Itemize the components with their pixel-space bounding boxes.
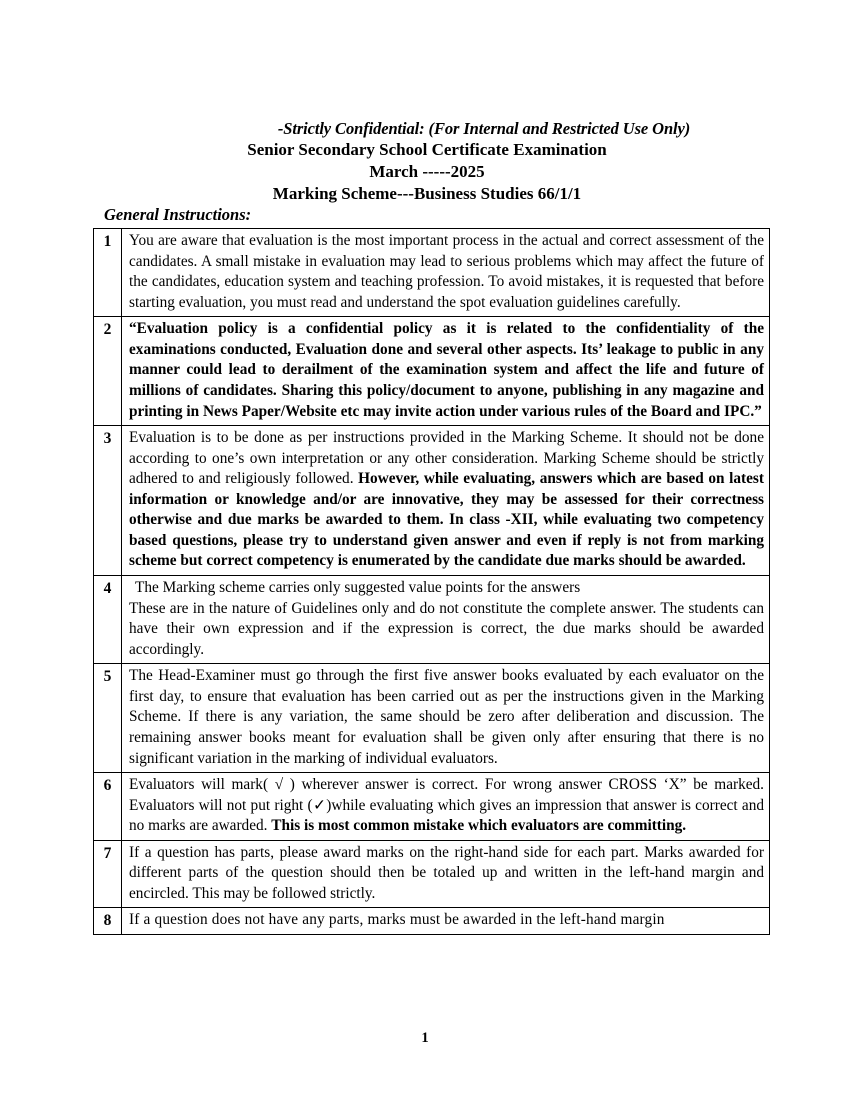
instruction-paragraph [129,231,764,313]
table-row [94,229,770,317]
general-instructions-label: General Instructions: [104,205,252,224]
instructions-table-body [94,229,770,935]
instruction-paragraph [129,319,764,422]
confidential-notice: -Strictly Confidential: (For Internal and Restricted Use Only) [277,119,691,138]
table-row [94,576,770,664]
instruction-text [122,229,770,317]
bold-text-run: This is most common mistake which evaluators are committing. [271,817,687,835]
instruction-text [122,576,770,664]
instruction-paragraph [129,599,764,661]
instruction-paragraph [129,428,764,572]
text-run: Evaluators will mark( √ ) wherever answer is correct. For wrong answer CROSS ‘X” be marked. Evaluators will not put right (✓)while evaluating which gives an impression that answer is correct and no marks are awarded. [129,776,764,835]
instruction-number: 7 [94,840,122,908]
exam-name: Senior Secondary School Certificate Examination [247,140,607,160]
instruction-text [122,773,770,841]
text-run: If a question does not have any parts, marks must be awarded in the left-hand margin [129,911,665,929]
general-instructions-table [93,228,770,935]
instruction-number: 6 [94,773,122,841]
instruction-number: 5 [94,664,122,773]
table-row [94,773,770,841]
page-number: 1 [421,1030,429,1046]
text-run: The Marking scheme carries only suggested value points for the answers [135,579,581,596]
instruction-paragraph [129,666,764,769]
table-row [94,908,770,935]
table-row [94,664,770,773]
text-run: These are in the nature of Guidelines only and do not constitute the complete answer. The students can have their own expression and if the expression is correct, the due marks should be awarded accordingly. [129,599,764,658]
table-row [94,426,770,576]
instruction-text [122,908,770,935]
text-run: Evaluation is to be done as per instructions provided in the Marking Scheme. It should not be done according to one’s own interpretation or any other consideration. Marking Scheme should be strictly adhered to and religiously followed. [129,429,764,488]
text-run: If a question has parts, please award marks on the right-hand side for each part. Marks awarded for different parts of the question should then be totaled up and written in the left-hand margin and encircled. This may be followed strictly. [129,843,764,902]
instruction-number: 2 [94,317,122,426]
instruction-paragraph [129,910,764,931]
instruction-number: 1 [94,229,122,317]
bold-text-run: “Evaluation policy is a confidential policy as it is related to the confidentiality of the examinations conducted, Evaluation done and several other aspects. Its’ leakage to public in any manner could lead to derailment of the examination system and affect the life and future of millions of candidates. Sharing this policy/document to anyone, publishing in any magazine and printing in News Paper/Website etc may invite action under various rules of the Board and IPC.” [129,320,764,420]
exam-session: March -----2025 [369,161,485,181]
instruction-text [122,317,770,426]
instruction-text [122,664,770,773]
instruction-text [122,840,770,908]
table-row [94,840,770,908]
text-run: The Head-Examiner must go through the first five answer books evaluated by each evaluator on the first day, to ensure that evaluation has been carried out as per the instructions given in the Marking Scheme. If there is any variation, the same should be zero after deliberation and discussion. The remaining answer books meant for evaluation shall be given only after ensuring that there is no significant variation in the marking of individual evaluators. [129,667,764,767]
instruction-paragraph [129,775,764,837]
document-header [0,118,850,204]
instruction-number: 3 [94,426,122,576]
instruction-paragraph [129,578,764,599]
instruction-number: 4 [94,576,122,664]
instruction-number: 8 [94,908,122,935]
instruction-text [122,426,770,576]
table-row [94,317,770,426]
marking-scheme-title: Marking Scheme---Business Studies 66/1/1 [272,183,582,203]
bold-text-run: However, while evaluating, answers which are based on latest information or knowledge and/or are innovative, they may be assessed for their correctness otherwise and due marks be awarded to them. In class -XII, while evaluating two competency based questions, please try to understand given answer and even if reply is not from marking scheme but correct competency is enumerated by the candidate due marks should be awarded. [129,470,764,570]
text-run: You are aware that evaluation is the most important process in the actual and correct assessment of the candidates. A small mistake in evaluation may lead to serious problems which may affect the future of the candidates, education system and teaching profession. To avoid mistakes, it is requested that before starting evaluation, you must read and understand the spot evaluation guidelines carefully. [129,232,764,311]
instruction-paragraph [129,843,764,905]
